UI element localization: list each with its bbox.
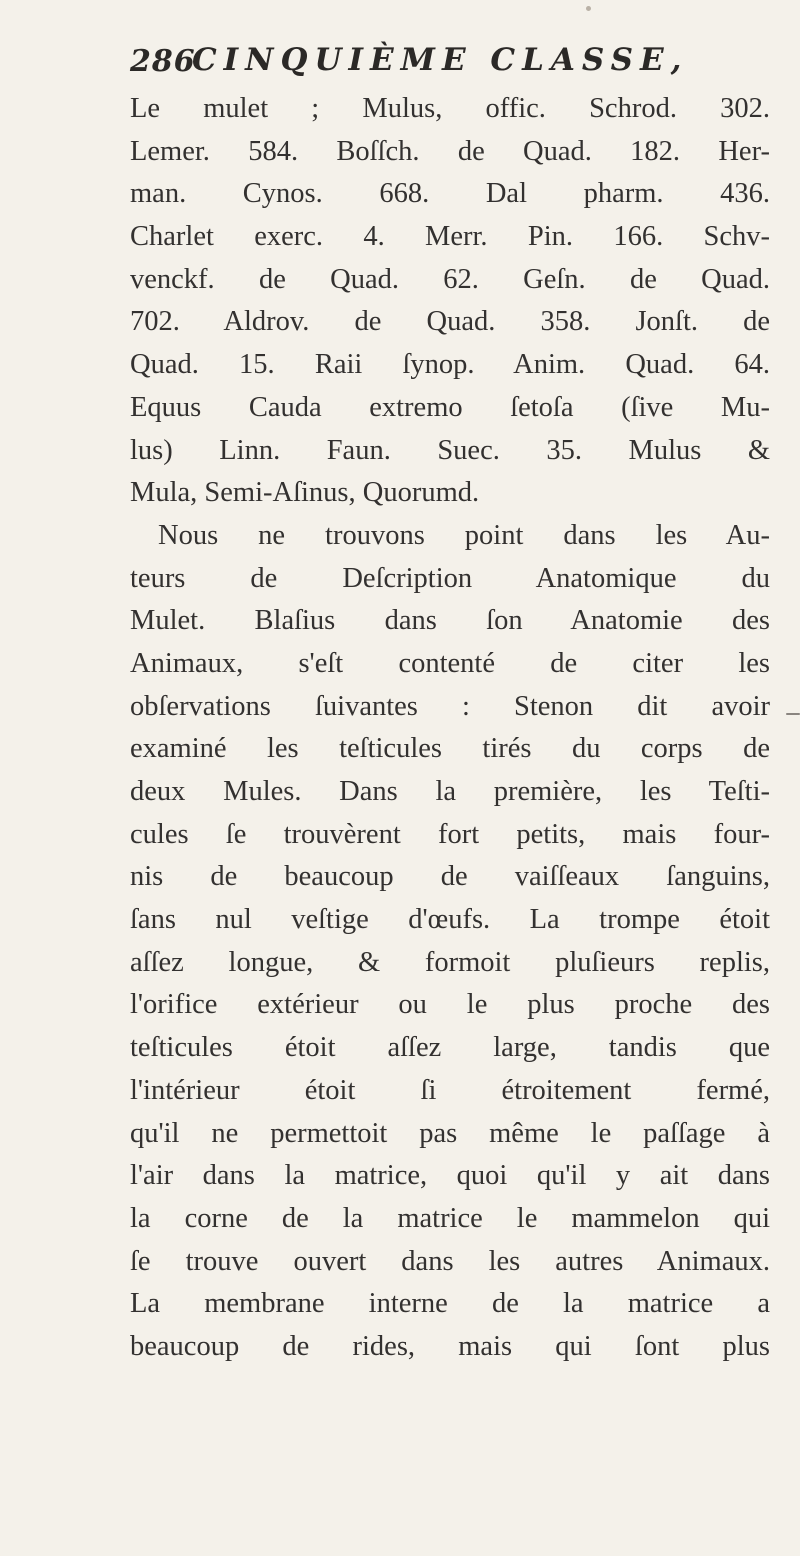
text-line: beaucoup de rides, mais qui ſont plus [130, 1330, 770, 1362]
page-number: 286 [130, 44, 196, 79]
text-line: l'air dans la matrice, quoi qu'il y ait dans [130, 1160, 770, 1192]
text-line: la corne de la matrice le mammelon qui [130, 1202, 770, 1234]
text-line: Le mulet ; Mulus, offic. Schrod. 302. [130, 93, 770, 124]
text-line: qu'il ne permettoit pas même le paſſage à [130, 1117, 770, 1149]
text-line: deux Mules. Dans la première, les Teſti- [130, 776, 770, 807]
margin-mark [786, 713, 800, 715]
text-line: l'orifice extérieur ou le plus proche des [130, 989, 770, 1021]
text-line: cules ſe trouvèrent fort petits, mais four- [130, 818, 770, 850]
text-line: ſans nul veſtige d'œufs. La trompe étoit [130, 904, 770, 936]
text-line: teſticules étoit aſſez large, tandis que [130, 1032, 770, 1064]
text-line: lus) Linn. Faun. Suec. 35. Mulus & [130, 434, 770, 466]
text-line: La membrane interne de la matrice a [130, 1288, 770, 1320]
text-line: aſſez longue, & formoit pluſieurs replis, [130, 946, 770, 978]
body-text [130, 88, 770, 1369]
paper-speck [586, 6, 591, 11]
text-line: teurs de Deſcription Anatomique du [130, 562, 770, 594]
text-line: nis de beaucoup de vaiſſeaux ſanguins, [130, 861, 770, 893]
running-title: CINQUIÈME CLASSE, [192, 42, 689, 78]
text-line: venckf. de Quad. 62. Geſn. de Quad. [130, 263, 770, 295]
text-line: Quad. 15. Raii ſynop. Anim. Quad. 64. [130, 349, 770, 381]
paragraph-start-line: Nous ne trouvons point dans les Au- [158, 519, 770, 551]
text-line: man. Cynos. 668. Dal pharm. 436. [130, 178, 770, 210]
text-line: ſe trouve ouvert dans les autres Animaux. [130, 1245, 770, 1277]
text-line: Mula, Semi-Aſinus, Quorumd. [130, 477, 480, 509]
text-line: obſervations ſuivantes : Stenon dit avoir [130, 690, 770, 722]
text-line: examiné les teſticules tirés du corps de [130, 733, 770, 765]
text-line: l'intérieur étoit ſi étroitement fermé, [130, 1074, 770, 1106]
text-line: Mulet. Blaſius dans ſon Anatomie des [130, 605, 770, 637]
text-line: Lemer. 584. Boſſch. de Quad. 182. Her- [130, 135, 770, 167]
text-line: Animaux, s'eſt contenté de citer les [130, 647, 770, 679]
running-header [130, 38, 770, 88]
text-line: Equus Cauda extremo ſetoſa (ſive Mu- [130, 391, 770, 423]
text-line: Charlet exerc. 4. Merr. Pin. 166. Schv- [130, 221, 770, 253]
text-line: 702. Aldrov. de Quad. 358. Jonſt. de [130, 306, 770, 338]
